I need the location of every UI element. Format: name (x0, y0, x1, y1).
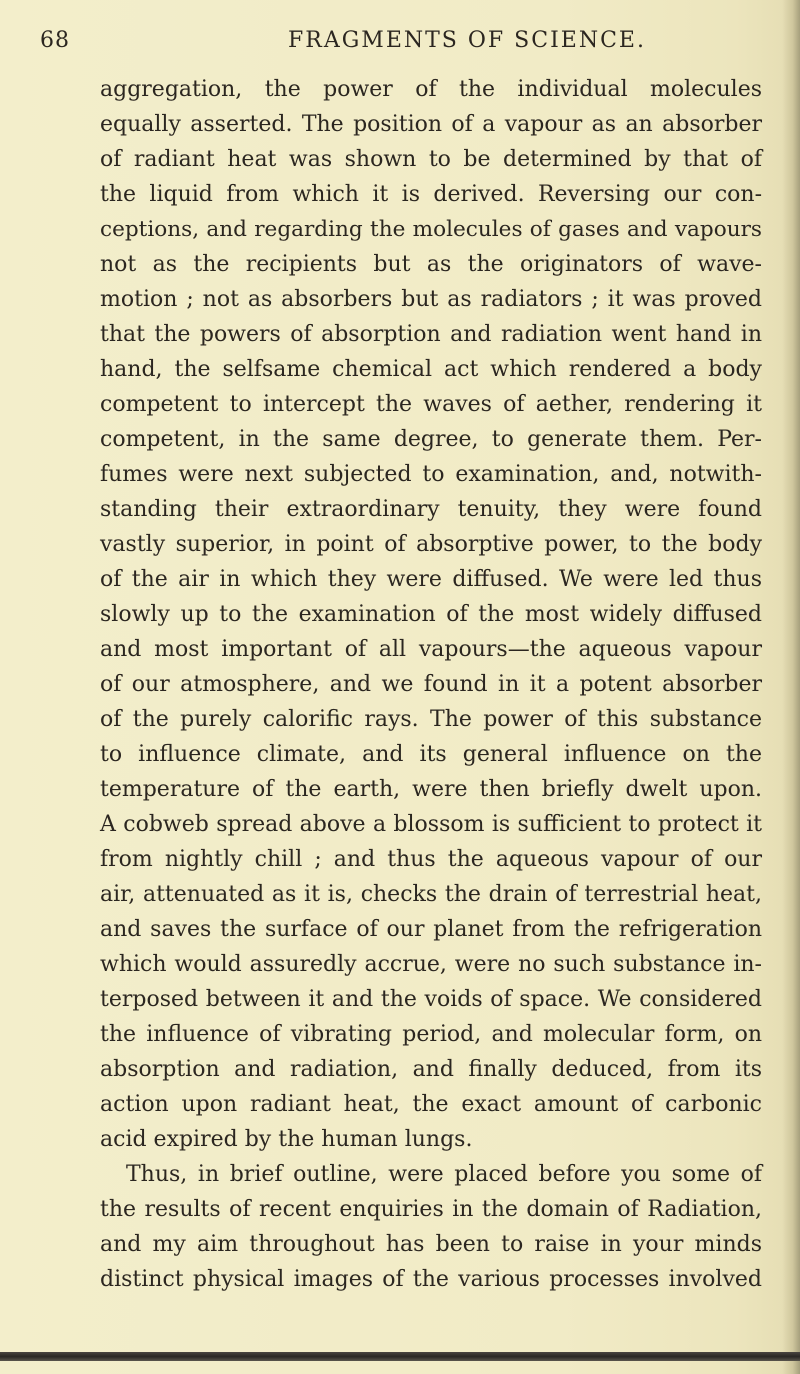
text-line: competent to intercept the waves of aether, rendering it (100, 392, 762, 417)
text-line: equally asserted. The position of a vapour as an absorber (100, 112, 762, 137)
text-line: absorption and radiation, and finally deduced, from its (100, 1057, 762, 1082)
text-line: of our atmosphere, and we found in it a potent absorber (100, 672, 762, 697)
body-text (100, 72, 762, 1297)
text-line: of radiant heat was shown to be determined by that of (100, 147, 762, 172)
text-line: the liquid from which it is derived. Reversing our con- (100, 182, 762, 207)
page-bottom-edge (0, 1352, 800, 1361)
text-line: temperature of the earth, were then briefly dwelt upon. (100, 777, 762, 802)
text-line: motion ; not as absorbers but as radiators ; it was proved (100, 287, 762, 312)
text-line: slowly up to the examination of the most widely diffused (100, 602, 762, 627)
text-line: of the purely calorific rays. The power of this substance (100, 707, 762, 732)
page-header (40, 28, 760, 64)
text-line: competent, in the same degree, to generate them. Per- (100, 427, 762, 452)
page-number: 68 (40, 28, 70, 53)
text-line: acid expired by the human lungs. (100, 1127, 473, 1152)
page-edge-shadow (782, 0, 800, 1374)
text-line: vastly superior, in point of absorptive power, to the body (100, 532, 762, 557)
text-line: the influence of vibrating period, and molecular form, on (100, 1022, 762, 1047)
text-line: from nightly chill ; and thus the aqueous vapour of our (100, 847, 762, 872)
text-line: A cobweb spread above a blossom is sufficient to protect it (100, 812, 762, 837)
text-line: to influence climate, and its general influence on the (100, 742, 762, 767)
text-line: aggregation, the power of the individual molecules (100, 77, 762, 102)
text-line: which would assuredly accrue, were no such substance in- (100, 952, 762, 977)
text-line: and saves the surface of our planet from the refrigeration (100, 917, 762, 942)
text-line: terposed between it and the voids of space. We considered (100, 987, 762, 1012)
text-line: fumes were next subjected to examination, and, notwith- (100, 462, 762, 487)
text-line: hand, the selfsame chemical act which rendered a body (100, 357, 762, 382)
text-line: the results of recent enquiries in the domain of Radiation, (100, 1197, 762, 1222)
running-title: FRAGMENTS OF SCIENCE. (288, 28, 646, 53)
text-line: air, attenuated as it is, checks the drain of terrestrial heat, (100, 882, 762, 907)
text-line: and most important of all vapours—the aqueous vapour (100, 637, 762, 662)
text-line: not as the recipients but as the originators of wave- (100, 252, 762, 277)
text-line: standing their extraordinary tenuity, they were found (100, 497, 762, 522)
text-line: and my aim throughout has been to raise in your minds (100, 1232, 762, 1257)
text-line-indented: Thus, in brief outline, were placed before you some of (126, 1162, 762, 1187)
text-line: that the powers of absorption and radiation went hand in (100, 322, 762, 347)
text-line: ceptions, and regarding the molecules of gases and vapours (100, 217, 762, 242)
text-line: action upon radiant heat, the exact amount of carbonic (100, 1092, 762, 1117)
text-line: distinct physical images of the various processes involved (100, 1267, 762, 1292)
text-line: of the air in which they were diffused. We were led thus (100, 567, 762, 592)
